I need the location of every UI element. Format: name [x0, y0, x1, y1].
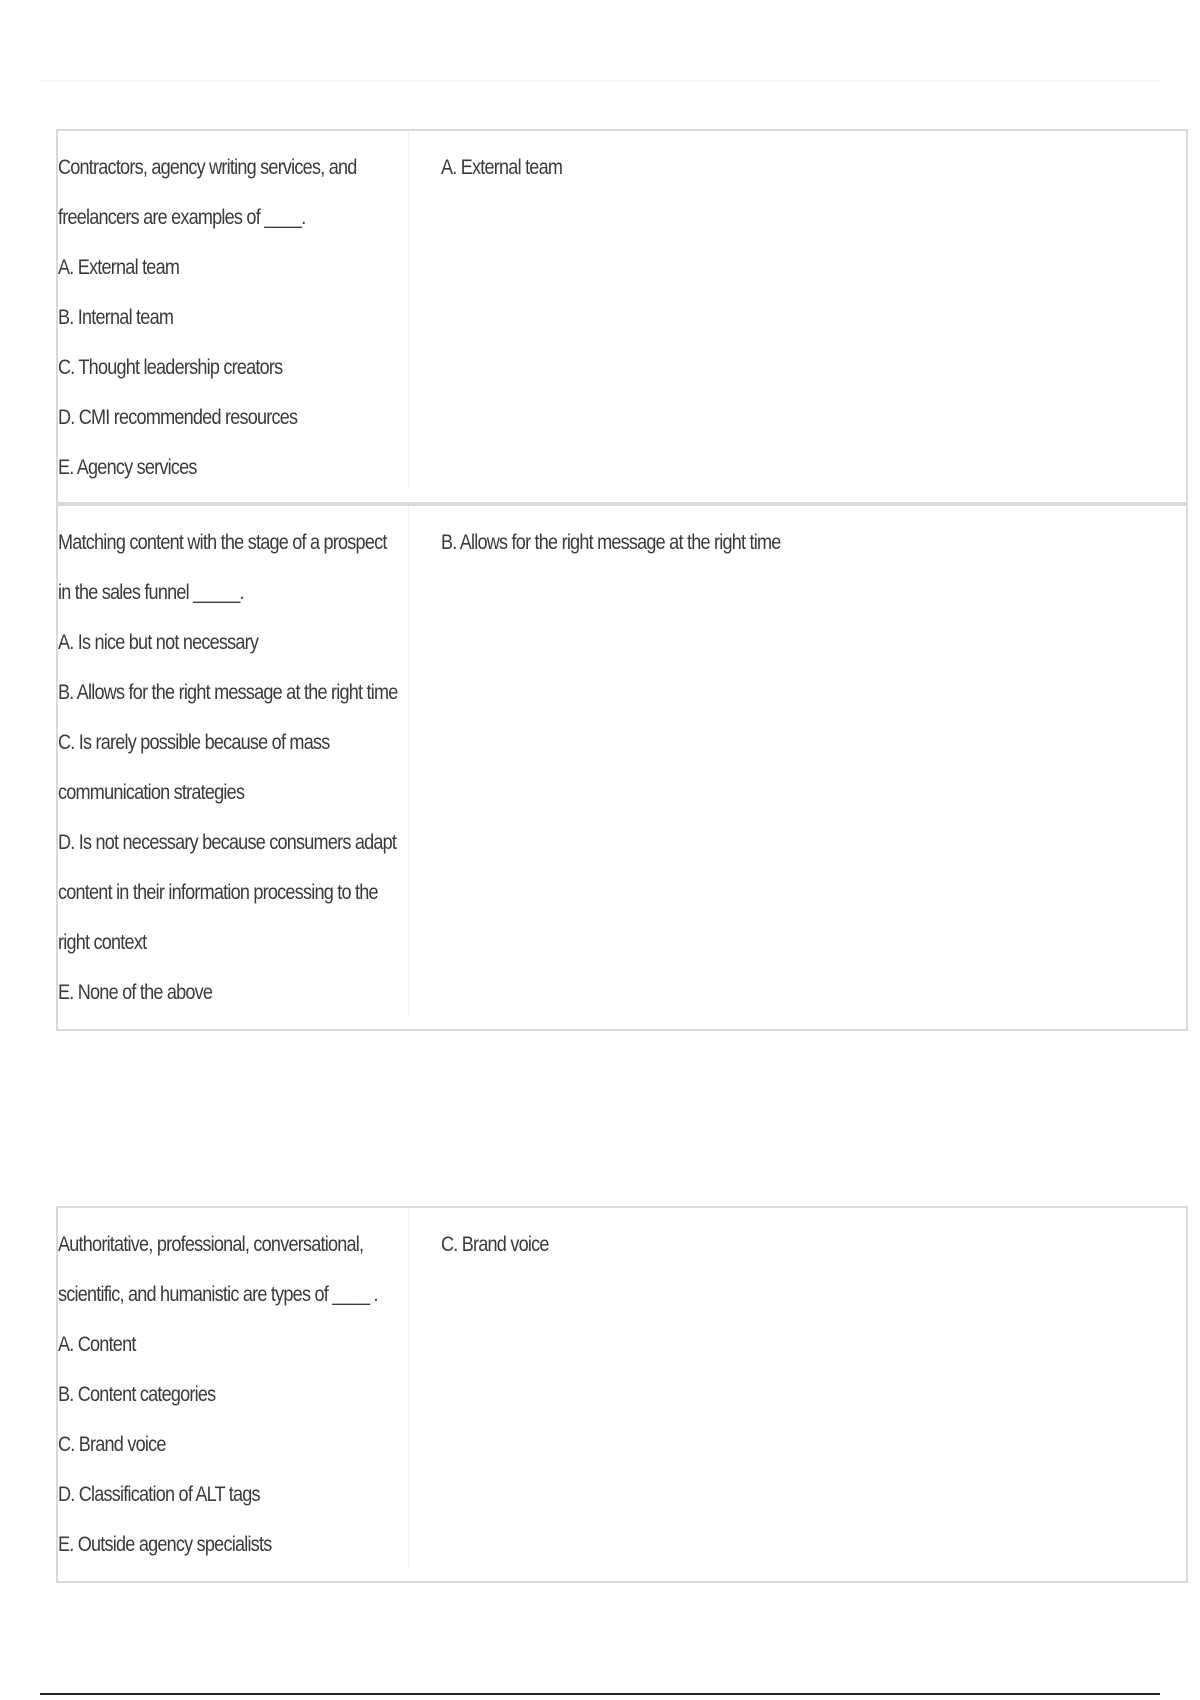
option-c: C. Thought leadership creators	[58, 356, 283, 379]
answer-text: A. External team	[441, 156, 563, 179]
question-cell	[58, 506, 409, 1015]
question-text-line: Matching content with the stage of a prospect	[58, 531, 387, 554]
option-a: A. Is nice but not necessary	[58, 631, 259, 654]
question-cell	[58, 131, 409, 488]
option-e: E. Outside agency specialists	[58, 1533, 272, 1556]
answer-cell	[409, 506, 1186, 1029]
option-c: C. Is rarely possible because of mass	[58, 731, 330, 754]
option-e: E. Agency services	[58, 456, 197, 479]
option-d: D. Classification of ALT tags	[58, 1483, 260, 1506]
option-a: A. Content	[58, 1333, 136, 1356]
question-text-line: Contractors, agency writing services, and	[58, 156, 357, 179]
bottom-divider	[40, 1693, 1160, 1695]
option-c: C. Brand voice	[58, 1433, 166, 1456]
answer-text: B. Allows for the right message at the right time	[441, 531, 781, 554]
option-c-continued: communication strategies	[58, 781, 245, 804]
question-text-line: scientific, and humanistic are types of ____ .	[58, 1283, 378, 1306]
answer-cell	[409, 1208, 1186, 1581]
option-d-continued: right context	[58, 931, 147, 954]
option-b: B. Content categories	[58, 1383, 216, 1406]
option-b: B. Allows for the right message at the right time	[58, 681, 398, 704]
question-card-1	[56, 129, 1188, 504]
answer-cell	[409, 131, 1186, 502]
answer-text: C. Brand voice	[441, 1233, 549, 1256]
option-d: D. Is not necessary because consumers adapt	[58, 831, 397, 854]
question-cell	[58, 1208, 409, 1567]
option-e: E. None of the above	[58, 981, 213, 1004]
option-a: A. External team	[58, 256, 180, 279]
question-text-line: in the sales funnel _____.	[58, 581, 244, 604]
option-d-continued: content in their information processing to the	[58, 881, 378, 904]
question-card-2	[56, 504, 1188, 1031]
question-card-3	[56, 1206, 1188, 1583]
question-text-line: freelancers are examples of ____.	[58, 206, 306, 229]
question-text-line: Authoritative, professional, conversational,	[58, 1233, 364, 1256]
option-d: D. CMI recommended resources	[58, 406, 298, 429]
option-b: B. Internal team	[58, 306, 174, 329]
top-divider	[40, 80, 1160, 81]
